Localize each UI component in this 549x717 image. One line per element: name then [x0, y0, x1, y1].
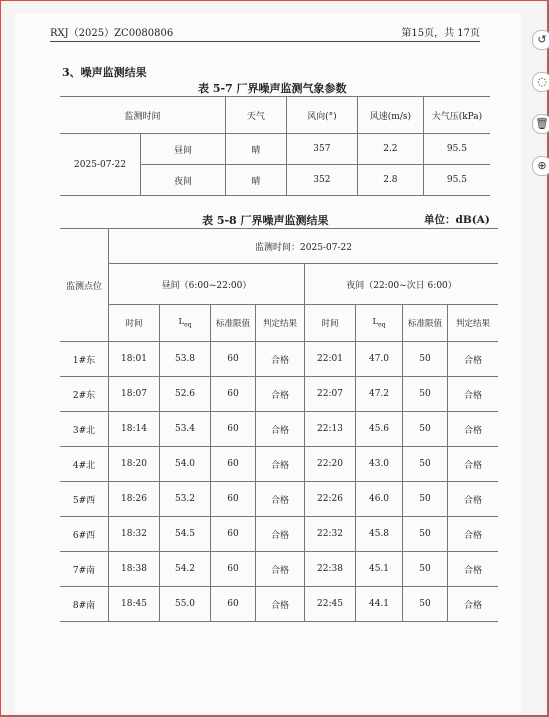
night-limit-cell: 50 — [403, 447, 448, 482]
sub-header-leq: $L_{eq}$ — [356, 305, 403, 342]
sub-header-limit: 标准限值 — [211, 305, 256, 342]
weather-cell: 晴 — [225, 134, 286, 165]
night-leq-cell: 45.8 — [356, 517, 403, 552]
day-leq-cell: 53.8 — [160, 342, 211, 377]
col-header-time: 监测时间 — [60, 97, 225, 134]
night-limit-cell: 50 — [403, 482, 448, 517]
day-leq-cell: 52.6 — [160, 377, 211, 412]
side-toolbar — [532, 30, 549, 198]
night-time-cell: 22:01 — [305, 342, 356, 377]
day-time-cell: 18:07 — [109, 377, 160, 412]
day-time-cell: 18:38 — [109, 552, 160, 587]
night-limit-cell: 50 — [403, 587, 448, 622]
night-leq-cell: 45.1 — [356, 552, 403, 587]
rotate-icon[interactable]: ↺ — [532, 30, 549, 50]
col-header-wind-speed: 风速(m/s) — [357, 97, 423, 134]
night-result-cell: 合格 — [448, 517, 499, 552]
day-header: 昼间（6:00~22:00） — [109, 264, 305, 305]
night-time-cell: 22:38 — [305, 552, 356, 587]
day-limit-cell: 60 — [211, 377, 256, 412]
sub-header-time: 时间 — [109, 305, 160, 342]
night-result-cell: 合格 — [448, 342, 499, 377]
table-row — [60, 587, 498, 622]
table-5-7-caption: 表 5-7 厂界噪声监测气象参数 — [198, 82, 347, 95]
date-cell: 2025-07-22 — [60, 134, 141, 196]
day-time-cell: 18:26 — [109, 482, 160, 517]
point-cell: 8#南 — [60, 587, 109, 622]
point-cell: 5#西 — [60, 482, 109, 517]
sub-header-limit: 标准限值 — [403, 305, 448, 342]
night-time-cell: 22:32 — [305, 517, 356, 552]
day-limit-cell: 60 — [211, 587, 256, 622]
night-limit-cell: 50 — [403, 342, 448, 377]
day-result-cell: 合格 — [256, 552, 305, 587]
point-cell: 2#东 — [60, 377, 109, 412]
point-cell: 3#北 — [60, 412, 109, 447]
point-cell: 1#东 — [60, 342, 109, 377]
day-limit-cell: 60 — [211, 447, 256, 482]
day-leq-cell: 53.2 — [160, 482, 211, 517]
document-header — [50, 24, 480, 42]
day-result-cell: 合格 — [256, 587, 305, 622]
table-row — [60, 447, 498, 482]
sub-header-result: 判定结果 — [256, 305, 305, 342]
day-time-cell: 18:32 — [109, 517, 160, 552]
period-cell: 夜间 — [141, 165, 226, 196]
pressure-cell: 95.5 — [423, 165, 490, 196]
day-result-cell: 合格 — [256, 447, 305, 482]
night-limit-cell: 50 — [403, 552, 448, 587]
sub-header-result: 判定结果 — [448, 305, 499, 342]
night-leq-cell: 47.2 — [356, 377, 403, 412]
night-leq-cell: 46.0 — [356, 482, 403, 517]
day-limit-cell: 60 — [211, 482, 256, 517]
period-cell: 昼间 — [141, 134, 226, 165]
night-leq-cell: 43.0 — [356, 447, 403, 482]
col-header-pressure: 大气压(kPa) — [423, 97, 490, 134]
day-time-cell: 18:14 — [109, 412, 160, 447]
day-result-cell: 合格 — [256, 377, 305, 412]
day-time-cell: 18:20 — [109, 447, 160, 482]
day-limit-cell: 60 — [211, 552, 256, 587]
wind-speed-cell: 2.2 — [357, 134, 423, 165]
pressure-cell: 95.5 — [423, 134, 490, 165]
night-limit-cell: 50 — [403, 412, 448, 447]
doc-id: RXJ（2025）ZC0080806 — [50, 28, 174, 39]
night-time-cell: 22:20 — [305, 447, 356, 482]
section-title: 3、噪声监测结果 — [62, 66, 147, 79]
night-result-cell: 合格 — [448, 412, 499, 447]
table-5-7 — [60, 96, 490, 196]
night-time-cell: 22:13 — [305, 412, 356, 447]
point-cell: 6#西 — [60, 517, 109, 552]
sub-header-time: 时间 — [305, 305, 356, 342]
day-limit-cell: 60 — [211, 342, 256, 377]
night-leq-cell: 44.1 — [356, 587, 403, 622]
night-result-cell: 合格 — [448, 447, 499, 482]
night-limit-cell: 50 — [403, 377, 448, 412]
day-leq-cell: 54.5 — [160, 517, 211, 552]
day-result-cell: 合格 — [256, 412, 305, 447]
table-row — [60, 552, 498, 587]
day-leq-cell: 55.0 — [160, 587, 211, 622]
point-header: 监测点位 — [60, 229, 109, 342]
night-time-cell: 22:07 — [305, 377, 356, 412]
night-leq-cell: 45.6 — [356, 412, 403, 447]
sub-header-leq: $L_{eq}$ — [160, 305, 211, 342]
col-header-weather: 天气 — [225, 97, 286, 134]
day-time-cell: 18:45 — [109, 587, 160, 622]
day-result-cell: 合格 — [256, 342, 305, 377]
unit-label: 单位：dB(A) — [424, 214, 490, 226]
day-leq-cell: 54.0 — [160, 447, 211, 482]
table-5-8-caption: 表 5-8 厂界噪声监测结果 — [202, 214, 329, 227]
night-leq-cell: 47.0 — [356, 342, 403, 377]
wind-speed-cell: 2.8 — [357, 165, 423, 196]
night-limit-cell: 50 — [403, 517, 448, 552]
day-result-cell: 合格 — [256, 517, 305, 552]
day-leq-cell: 54.2 — [160, 552, 211, 587]
day-limit-cell: 60 — [211, 412, 256, 447]
table-row — [60, 377, 498, 412]
night-header: 夜间（22:00~次日 6:00） — [305, 264, 499, 305]
night-result-cell: 合格 — [448, 552, 499, 587]
night-result-cell: 合格 — [448, 482, 499, 517]
table-row — [60, 482, 498, 517]
monitor-time-header: 监测时间：2025-07-22 — [109, 229, 499, 264]
table-row — [60, 134, 490, 165]
day-time-cell: 18:01 — [109, 342, 160, 377]
night-result-cell: 合格 — [448, 587, 499, 622]
page-number: 第15页，共 17页 — [401, 28, 480, 39]
day-result-cell: 合格 — [256, 482, 305, 517]
table-5-8-body — [60, 342, 498, 622]
table-row — [60, 517, 498, 552]
table-row — [60, 342, 498, 377]
wind-dir-cell: 352 — [286, 165, 357, 196]
night-time-cell: 22:26 — [305, 482, 356, 517]
day-limit-cell: 60 — [211, 517, 256, 552]
table-row — [60, 412, 498, 447]
point-cell: 4#北 — [60, 447, 109, 482]
wind-dir-cell: 357 — [286, 134, 357, 165]
point-cell: 7#南 — [60, 552, 109, 587]
lasso-icon[interactable]: ◌ — [532, 72, 549, 92]
col-header-wind-dir: 风向(°) — [286, 97, 357, 134]
zoom-in-icon[interactable]: ⊕ — [532, 156, 549, 176]
night-time-cell: 22:45 — [305, 587, 356, 622]
trash-icon[interactable]: 🗑 — [532, 114, 549, 134]
weather-cell: 晴 — [225, 165, 286, 196]
table-5-8 — [60, 228, 498, 622]
night-result-cell: 合格 — [448, 377, 499, 412]
day-leq-cell: 53.4 — [160, 412, 211, 447]
